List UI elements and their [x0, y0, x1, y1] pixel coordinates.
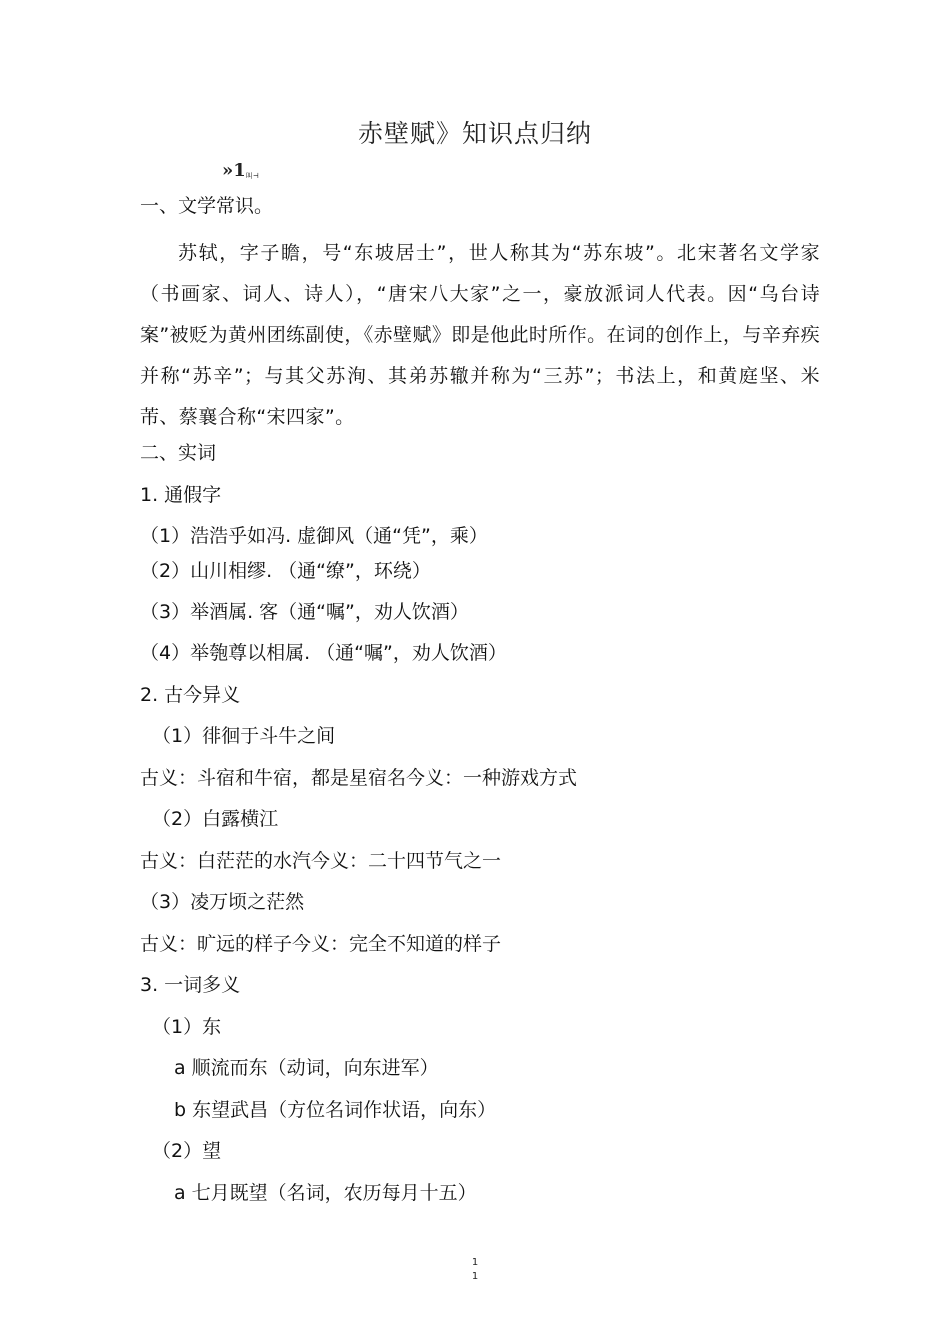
list-item: （1）徘徊于斗牛之间 — [152, 725, 336, 747]
mark-small-text: 叫⊣ — [245, 172, 259, 180]
scan-artifact-mark — [222, 160, 259, 181]
list-item: （3）举酒属. 客（通“嘱”，劝人饮酒） — [140, 601, 469, 623]
section-heading-notional-words: 二、实词 — [140, 442, 217, 464]
list-item: （2）白露横江 — [152, 808, 279, 830]
list-item: （4）举匏尊以相属. （通“嘱”，劝人饮酒） — [140, 642, 507, 664]
page-number-secondary: 1 — [471, 1271, 479, 1282]
list-item: （1）东 — [152, 1016, 222, 1038]
list-item: b 东望武昌（方位名词作状语，向东） — [174, 1099, 497, 1121]
list-item: （3）凌万顷之茫然 — [140, 891, 305, 913]
list-item: （2）山川相缪. （通“缭”，环绕） — [140, 560, 431, 582]
page-number: 1 — [471, 1257, 479, 1268]
list-item: 古义：白茫茫的水汽今义：二十四节气之一 — [140, 850, 502, 872]
section-heading-literature: 一、文学常识。 — [140, 195, 274, 217]
subheading-duoyi: 3. 一词多义 — [140, 974, 241, 996]
list-item: a 七月既望（名词，农历每月十五） — [174, 1182, 477, 1204]
list-item: a 顺流而东（动词，向东进军） — [174, 1057, 439, 1079]
list-item: （1）浩浩乎如冯. 虚御风（通“凭”，乘） — [140, 525, 488, 547]
subheading-gujin: 2. 古今异义 — [140, 684, 241, 706]
subheading-tongjia: 1. 通假字 — [140, 484, 222, 506]
mark-text: »1 — [222, 160, 246, 181]
literature-paragraph: 苏轼，字子瞻，号“东坡居士”，世人称其为“苏东坡”。北宋著名文学家（书画家、词人、诗人），“唐宋八大家”之一，豪放派词人代表。因“乌台诗案”被贬为黄州团练副使，《赤壁赋》即是他此时所作。在词的创作上，与辛弃疾并称“苏辛”；与其父苏洵、其弟苏辙并称为“三苏”；书法上，和黄庭坚、米芾、蔡襄合称“宋四家”。 — [140, 242, 820, 428]
list-item: （2）望 — [152, 1140, 222, 1162]
page-title: 赤壁赋》知识点归纳 — [357, 119, 592, 148]
list-item: 古义：旷远的样子今义：完全不知道的样子 — [140, 933, 502, 955]
list-item: 古义：斗宿和牛宿，都是星宿名今义：一种游戏方式 — [140, 767, 578, 789]
